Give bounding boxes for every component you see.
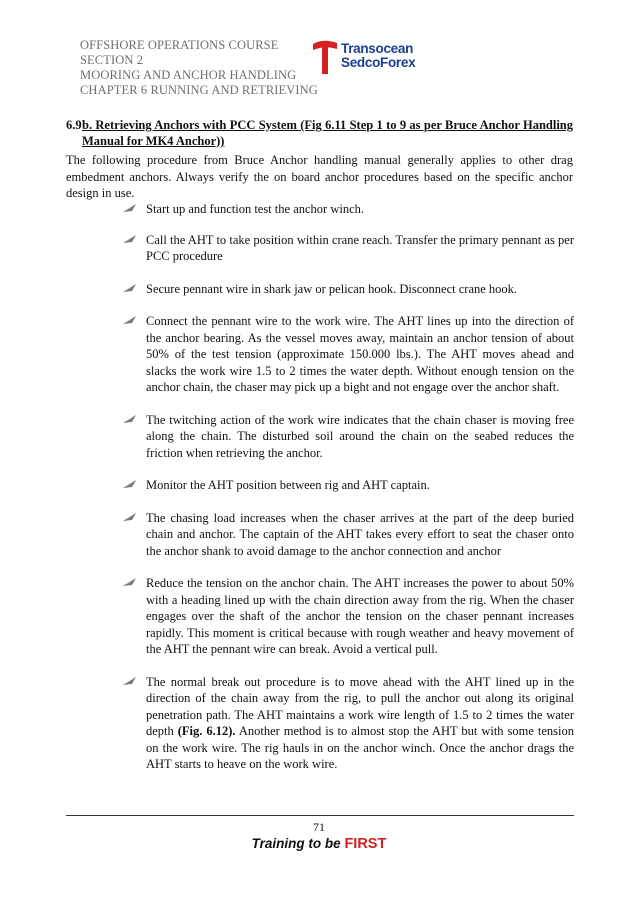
step-text: The chasing load increases when the chaser arrives at the part of the deep buried chain and anchor. The captain of the AHT takes every effort to seat the chaser onto the anchor shank to avoid damage to the anchor connection and anchor (146, 510, 574, 558)
arrow-bullet-icon (122, 283, 138, 293)
header-topic: MOORING AND ANCHOR HANDLING (80, 68, 297, 82)
section-title: b. Retrieving Anchors with PCC System (Fig 6.11 Step 1 to 9 as per Bruce Anchor Handling Manual for MK4 Anchor)) (82, 118, 573, 148)
arrow-bullet-icon (122, 234, 138, 244)
header-course: OFFSHORE OPERATIONS COURSE (80, 38, 279, 52)
procedure-step (122, 281, 574, 298)
procedure-step (122, 201, 574, 218)
document-header (80, 38, 340, 98)
figure-reference: (Fig. 6.12). (177, 724, 236, 738)
intro-paragraph: The following procedure from Bruce Anchor handling manual generally applies to other drag embedment anchors. Always verify the on board anchor procedures based on the specific anchor design in use. (66, 153, 573, 200)
arrow-bullet-icon (122, 676, 138, 686)
arrow-bullet-icon (122, 203, 138, 213)
procedure-step (122, 674, 574, 773)
step-text: Monitor the AHT position between rig and AHT captain. (146, 478, 430, 492)
step-text-part: Another method is to almost stop the AHT but with some tension on the work wire. The rig hauls in on the anchor winch. Once the anchor drags the AHT starts to heave on the work wire. (146, 724, 574, 771)
procedure-step (122, 412, 574, 462)
step-text: Reduce the tension on the anchor chain. The AHT increases the power to about 50% with a heading lined up with the chain direction away from the rig. When the chaser engages over the shaft of the anchor the tension on the chaser pennant increases rapidly. This moment is critical because with rough weather and heavy movement of the AHT the pennant wire can break. Avoid a vertical pull. (146, 576, 574, 656)
procedure-step (122, 477, 574, 494)
procedure-list (122, 201, 574, 789)
procedure-step (122, 232, 574, 265)
arrow-bullet-icon (122, 512, 138, 522)
step-text: Start up and function test the anchor winch. (146, 202, 364, 216)
footer-divider (66, 815, 574, 816)
tagline-lead: Training to be (251, 836, 341, 851)
header-section: SECTION 2 (80, 53, 144, 67)
step-text-part: The normal break out procedure is to move ahead with the AHT lined up in the direction of the chain away from the rig, to pull the anchor out along its original penetration path. The AHT maintains a work wire length of 1.5 to 2 times the water depth (146, 674, 574, 738)
logo-name-line2: SedcoForex (341, 55, 416, 70)
logo-name-line1: Transocean (341, 41, 414, 56)
arrow-bullet-icon (122, 414, 138, 424)
procedure-step (122, 575, 574, 658)
step-text: The twitching action of the work wire indicates that the chain chaser is moving free along the chain. The disturbed soil around the chain on the seabed reduces the friction when retrieving the anchor. (146, 412, 574, 460)
page-number: 71 (313, 820, 325, 834)
transocean-logo-icon (311, 38, 341, 78)
procedure-step (122, 313, 574, 396)
arrow-bullet-icon (122, 479, 138, 489)
arrow-bullet-icon (122, 315, 138, 325)
footer-tagline (0, 836, 638, 852)
step-text: Connect the pennant wire to the work wire. The AHT lines up into the direction of the anchor bearing. As the vessel moves away, maintain an anchor tension of about 50% of the test tension (approximate 150.000 lbs.). The AHT moves ahead and slacks the work wire 1.5 to 2 times the water depth. Without enough tension on the anchor chain, the chaser may pick up a bight and not engage over the anchor shaft. (146, 314, 574, 394)
step-text: Secure pennant wire in shark jaw or pelican hook. Disconnect crane hook. (146, 281, 518, 296)
tagline-emphasis: FIRST (344, 836, 387, 852)
procedure-step (122, 510, 574, 560)
header-chapter: CHAPTER 6 RUNNING AND RETRIEVING (80, 83, 318, 97)
section-number: 6.9 (66, 118, 82, 132)
arrow-bullet-icon (122, 577, 138, 587)
step-text: Call the AHT to take position within crane reach. Transfer the primary pennant as per PCC procedure (146, 232, 574, 263)
section-heading (66, 117, 573, 149)
company-logo (311, 38, 471, 78)
